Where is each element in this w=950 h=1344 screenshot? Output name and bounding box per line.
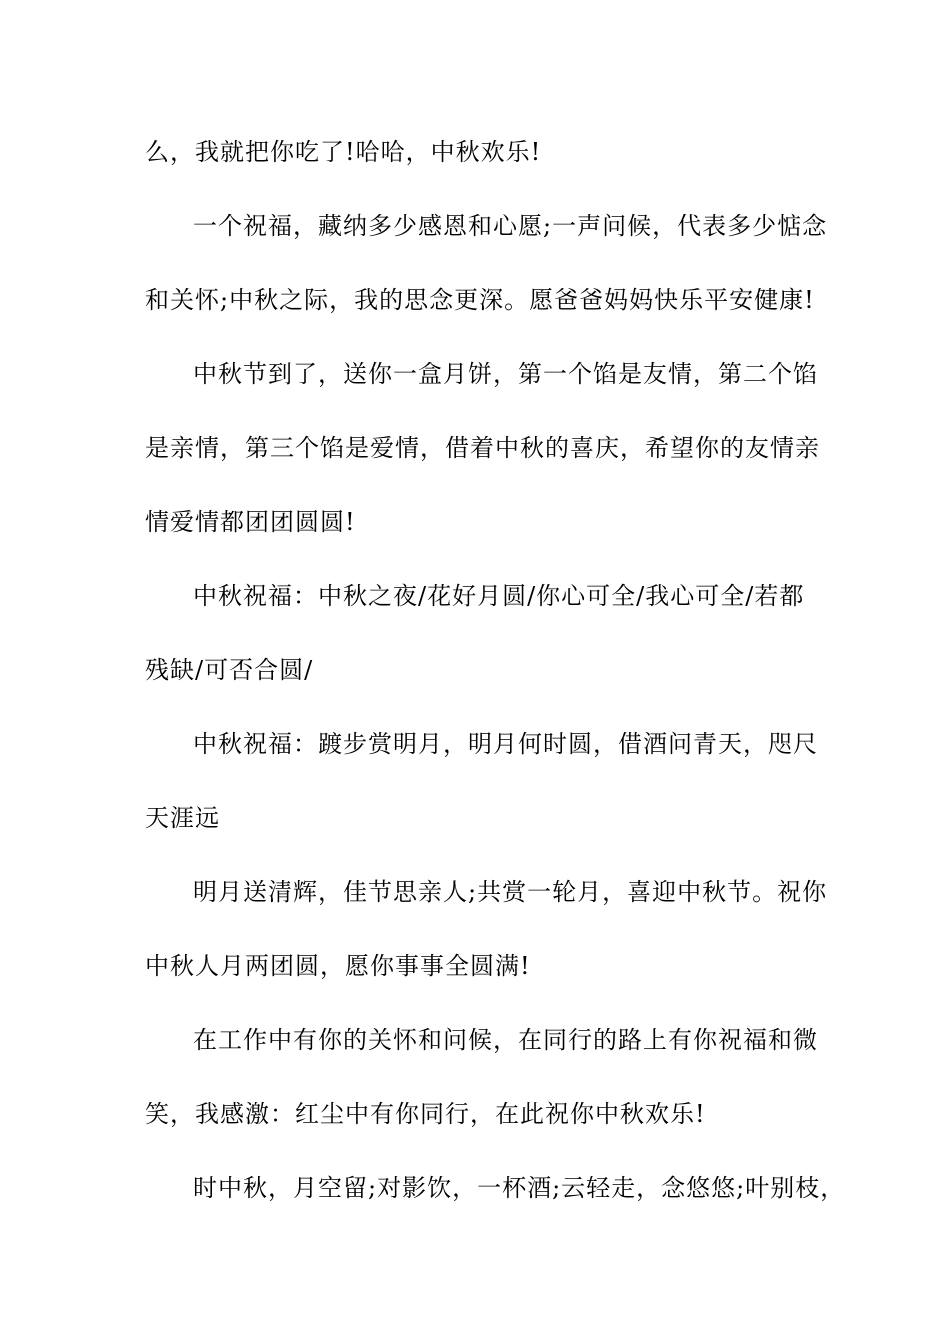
- paragraph-first-line: 中秋祝福：踱步赏明月，明月何时圆，借酒问青天，咫尺: [193, 730, 818, 758]
- text-line: 笑，我感激：红尘中有你同行，在此祝你中秋欢乐!: [145, 1100, 706, 1128]
- paragraph-first-line: 中秋祝福：中秋之夜/花好月圆/你心可全/我心可全/若都: [193, 582, 805, 610]
- paragraph-first-line: 一个祝福，藏纳多少感恩和心愿;一声问候，代表多少惦念: [193, 212, 828, 240]
- text-line: 是亲情，第三个馅是爱情，借着中秋的喜庆，希望你的友情亲: [145, 434, 820, 462]
- paragraph-first-line: 明月送清辉，佳节思亲人;共赏一轮月，喜迎中秋节。祝你: [193, 878, 828, 906]
- text-line: 残缺/可否合圆/: [145, 656, 314, 684]
- text-line: 和关怀;中秋之际，我的思念更深。愿爸爸妈妈快乐平安健康!: [145, 286, 815, 314]
- text-line: 天涯远: [145, 804, 220, 832]
- document-body: [145, 126, 846, 1236]
- paragraph-first-line: 时中秋，月空留;对影饮，一杯酒;云轻走，念悠悠;叶别枝，: [193, 1174, 846, 1202]
- text-line: 么，我就把你吃了!哈哈，中秋欢乐!: [145, 138, 542, 166]
- paragraph-first-line: 在工作中有你的关怀和问候，在同行的路上有你祝福和微: [193, 1026, 818, 1054]
- text-line: 中秋人月两团圆，愿你事事全圆满!: [145, 952, 531, 980]
- paragraph-first-line: 中秋节到了，送你一盒月饼，第一个馅是友情，第二个馅: [193, 360, 818, 388]
- text-line: 情爱情都团团圆圆!: [145, 508, 356, 536]
